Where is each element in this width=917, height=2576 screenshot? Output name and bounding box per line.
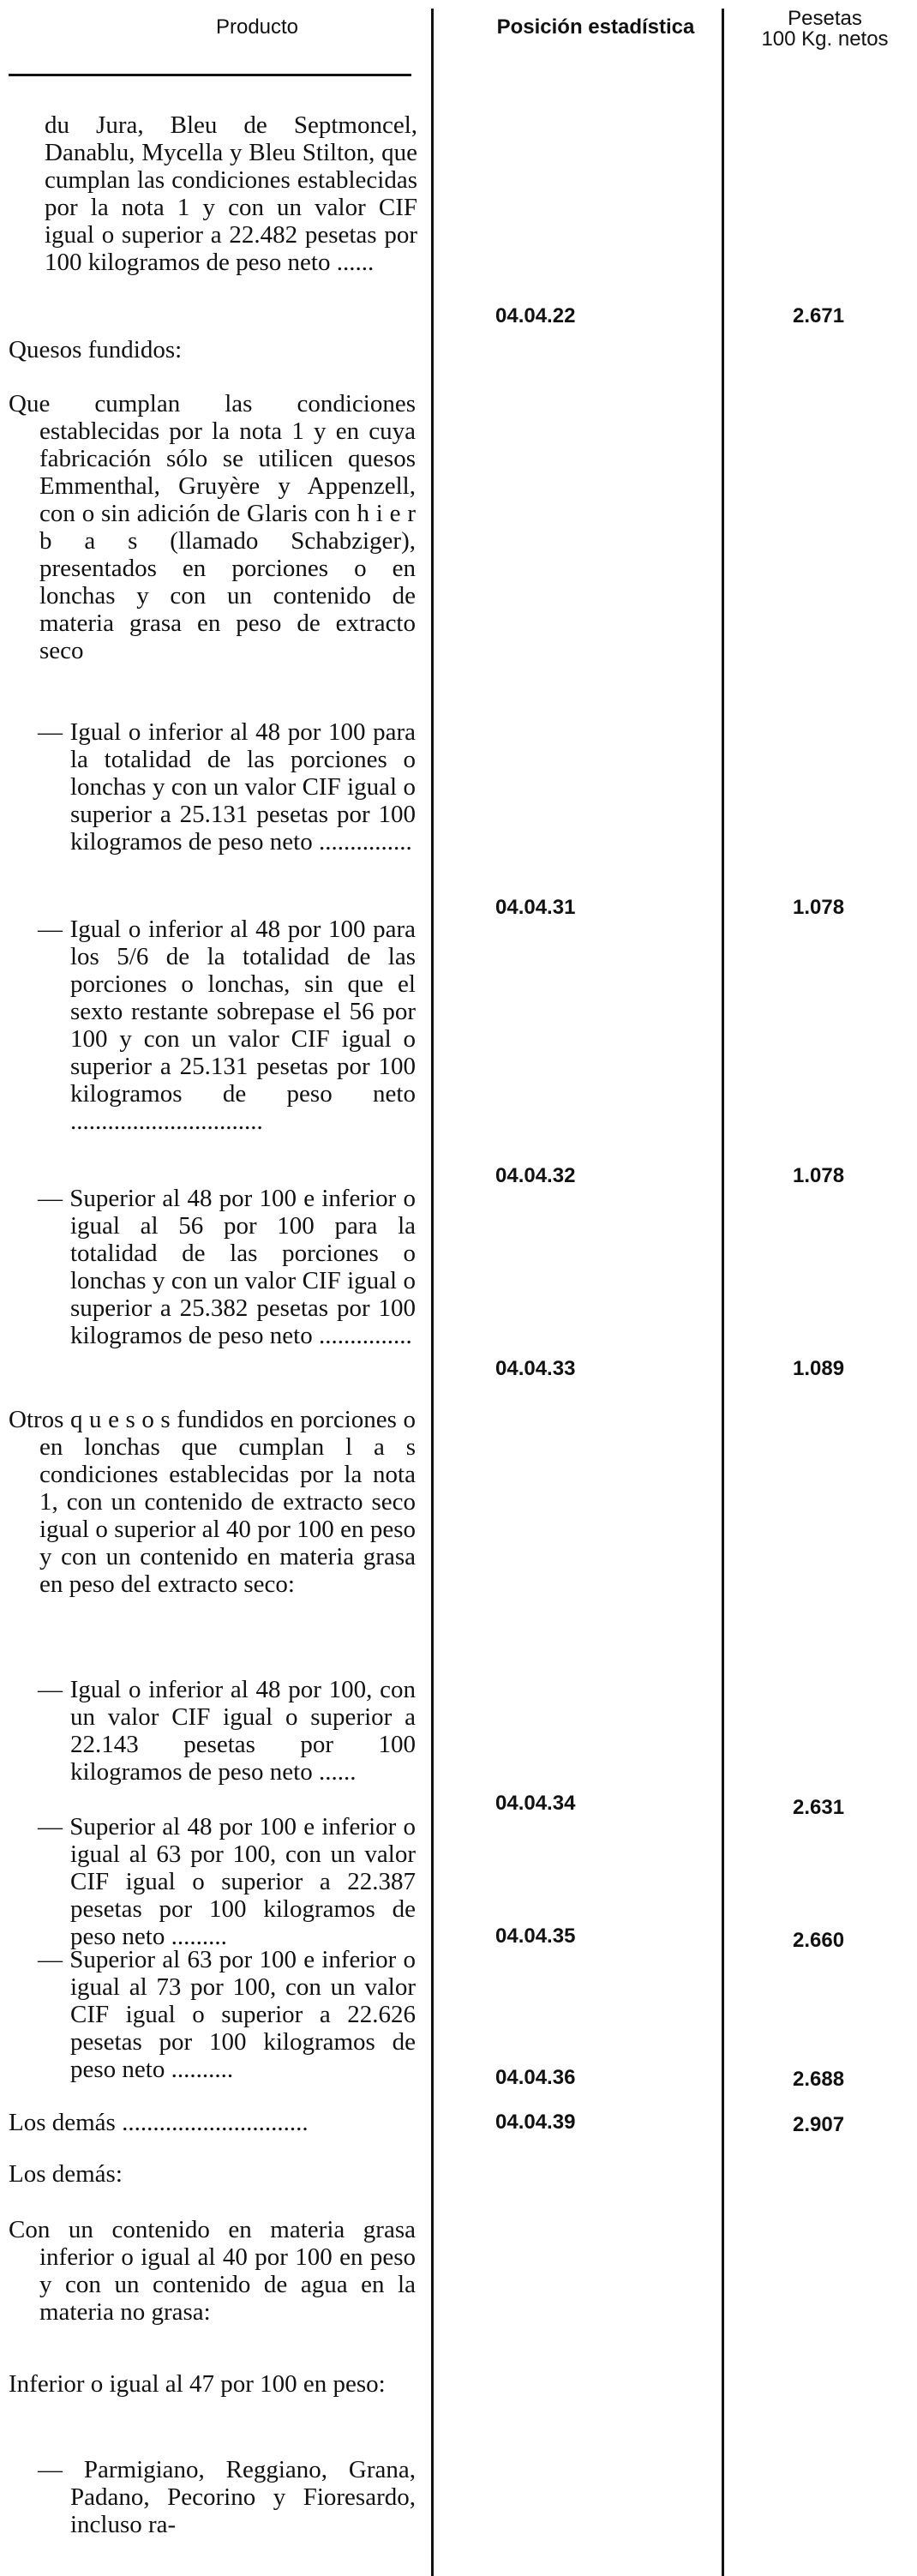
row-quesos-fundidos	[9, 336, 411, 363]
row-fundidos-2-price: 1.078	[793, 1164, 845, 1187]
row-otros-quesos	[9, 1406, 416, 1598]
row-inferior-47	[9, 2370, 416, 2398]
con-contenido-paragraph: Con un contenido en materia grasa inferior o igual al 40 por 100 en peso y con un contenido de agua en la materia no grasa:	[9, 2216, 416, 2326]
row-los-demas-1	[9, 2109, 416, 2136]
row-fundidos-3-code: 04.04.33	[495, 1357, 576, 1380]
header-pesetas-line1: Pesetas	[788, 7, 862, 30]
que-cumplan-paragraph: Que cumplan las condiciones establecidas por la nota 1 y en cuya fabricación sólo se utilicen quesos Emmenthal, Gruyère y Appenzell, con o sin adición de Glaris con h i e r b a s (llamado Schabziger), presentados en porciones o en lonchas y con un contenido de materia grasa en peso de extracto seco	[9, 390, 416, 664]
otros-quesos-paragraph: Otros q u e s o s fundidos en porciones o en lonchas que cumplan l a s condiciones establecidas por la nota 1, con un contenido de extracto seco igual o superior al 40 por 100 en peso y con un contenido en materia grasa en peso del extracto seco:	[9, 1406, 416, 1598]
header-posicion-estadistica: Posición estadística	[496, 15, 695, 39]
row-fundidos-2-code: 04.04.32	[495, 1164, 576, 1187]
row-otros-2-text	[9, 1813, 416, 1950]
parmigiano-paragraph: — Parmigiano, Reggiano, Grana, Padano, Pecorino y Fioresardo, incluso ra-	[38, 2456, 416, 2538]
row-los-demas-1-code: 04.04.39	[495, 2111, 576, 2134]
los-demas-2-heading: Los demás:	[9, 2160, 123, 2188]
fundidos-2-paragraph: — Igual o inferior al 48 por 100 para los 5/6 de la totalidad de las porciones o lonchas, sin que el sexto restante sobrepase el 56 por 100 y con un valor CIF igual o superior a 25.131 pesetas por 100 kilogramos de peso neto ...............................	[38, 916, 416, 1135]
header-underline-producto	[9, 74, 411, 76]
row-con-contenido	[9, 2216, 416, 2326]
los-demas-1-paragraph: Los demás ..............................	[9, 2109, 309, 2136]
row-otros-2-price: 2.660	[793, 1929, 845, 1952]
row-otros-2-code: 04.04.35	[495, 1924, 576, 1948]
row-fundidos-3-text	[9, 1185, 416, 1349]
row-fundidos-1-code: 04.04.31	[495, 896, 576, 919]
otros-1-paragraph: — Igual o inferior al 48 por 100, con un valor CIF igual o superior a 22.143 pesetas por 100 kilogramos de peso neto ......	[38, 1676, 416, 1786]
row-que-cumplan	[9, 390, 416, 664]
quesos-fundidos-heading: Quesos fundidos:	[9, 336, 183, 363]
otros-3-paragraph: — Superior al 63 por 100 e inferior o igual al 73 por 100, con un valor CIF igual o superior a 22.626 pesetas por 100 kilogramos de peso neto ..........	[38, 1946, 416, 2083]
header-pesetas-line2: 100 Kg. netos	[761, 27, 889, 51]
row-jura-text	[45, 111, 417, 276]
row-otros-1-code: 04.04.34	[495, 1792, 576, 1815]
fundidos-3-paragraph: — Superior al 48 por 100 e inferior o igual al 56 por 100 para la totalidad de las porciones o lonchas y con un valor CIF igual o superior a 25.382 pesetas por 100 kilogramos de peso neto ...............	[38, 1185, 416, 1349]
row-otros-1-text	[9, 1676, 416, 1786]
otros-2-paragraph: — Superior al 48 por 100 e inferior o igual al 63 por 100, con un valor CIF igual o superior a 22.387 pesetas por 100 kilogramos de peso neto .........	[38, 1813, 416, 1950]
row-fundidos-1-price: 1.078	[793, 896, 845, 919]
row-otros-3-code: 04.04.36	[495, 2066, 576, 2089]
row-los-demas-2	[9, 2160, 416, 2188]
column-divider-2	[722, 9, 724, 2576]
fundidos-1-paragraph: — Igual o inferior al 48 por 100 para la totalidad de las porciones o lonchas y con un valor CIF igual o superior a 25.131 pesetas por 100 kilogramos de peso neto ...............	[38, 718, 416, 856]
header-pesetas	[733, 9, 917, 50]
row-jura-paragraph: du Jura, Bleu de Septmoncel, Danablu, Mycella y Bleu Stilton, que cumplan las condiciones establecidas por la nota 1 y con un valor CIF igual o superior a 22.482 pesetas por 100 kilogramos de peso neto ......	[45, 111, 417, 276]
row-otros-3-price: 2.688	[793, 2068, 845, 2091]
row-fundidos-3-price: 1.089	[793, 1357, 845, 1380]
column-divider-1	[431, 9, 434, 2576]
row-parmigiano	[9, 2456, 416, 2538]
inferior-47-paragraph: Inferior o igual al 47 por 100 en peso:	[9, 2370, 386, 2398]
row-jura-price: 2.671	[793, 304, 845, 327]
header-producto: Producto	[215, 15, 299, 39]
row-otros-3-text	[9, 1946, 416, 2083]
row-otros-1-price: 2.631	[793, 1796, 845, 1819]
row-los-demas-1-price: 2.907	[793, 2113, 845, 2136]
row-fundidos-2-text	[9, 916, 416, 1135]
row-jura-code: 04.04.22	[495, 304, 576, 327]
row-fundidos-1-text	[9, 718, 416, 856]
